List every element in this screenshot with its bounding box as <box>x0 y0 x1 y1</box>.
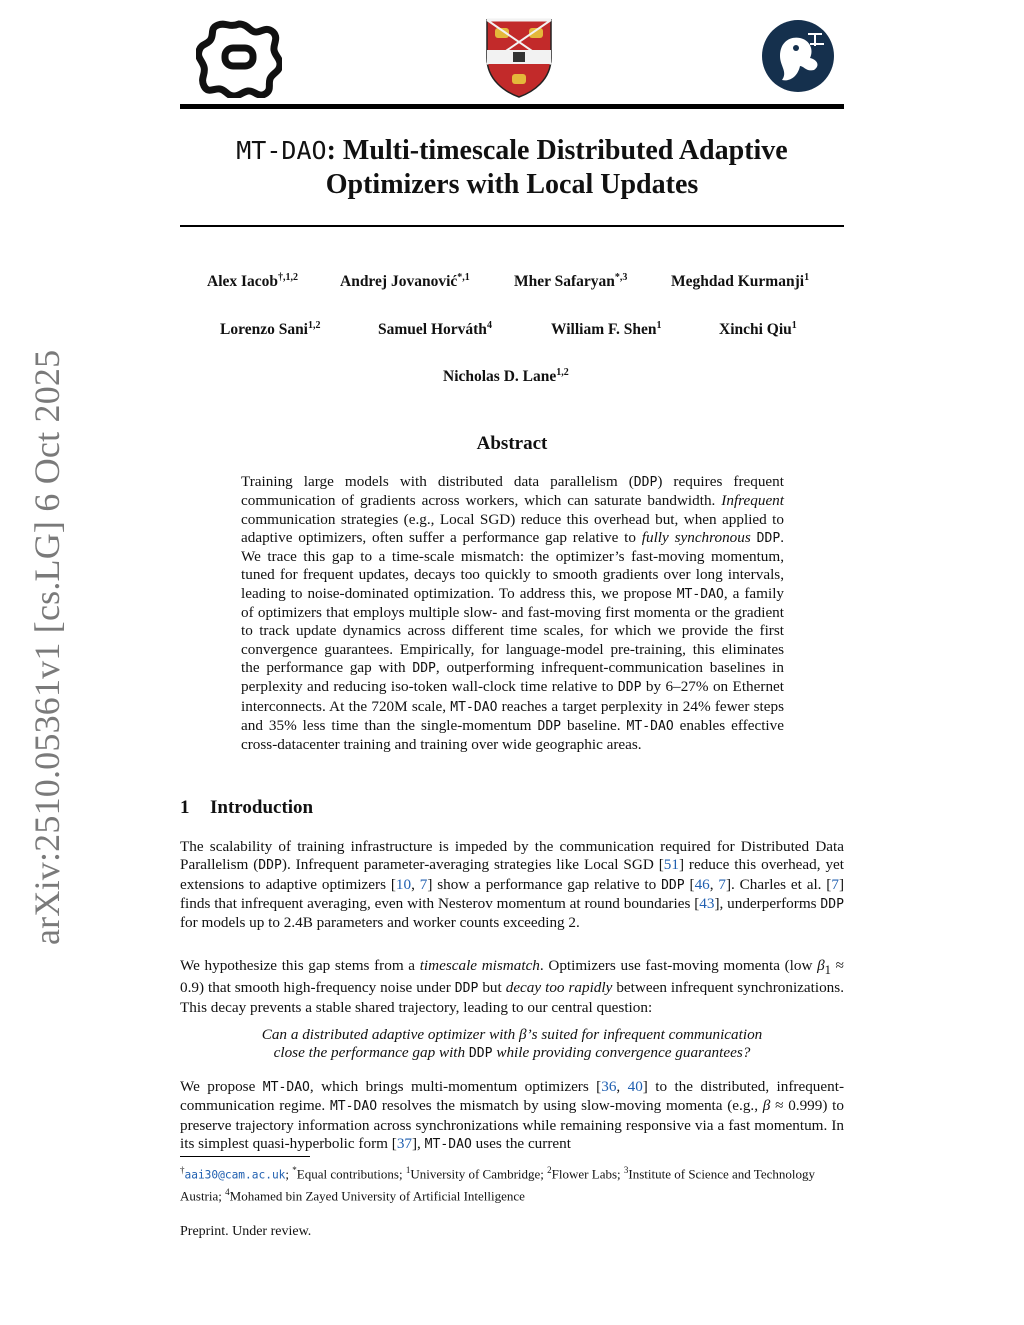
arxiv-side-label: arXiv:2510.05361v1 [cs.LG] 6 Oct 2025 <box>27 349 67 945</box>
author: Xinchi Qiu$^1$ <box>719 320 797 339</box>
abstract-body: Training large models with distributed data parallelism (DDP) requires frequent communication of gradients across workers, which can saturate bandwidth. Infrequent communication strategies (e.g., Local SGD) reduce this overhead but, when applied to adaptive optimizers, often suffer a performance gap relative to fully synchronous DDP. We trace this gap to a time-scale mismatch: the optimizer’s fast-moving momentum, tuned for frequent updates, decays too quickly to smooth gradients over long intervals, leading to noise-dominated optimization. To address this, we propose MT-DAO, a family of optimizers that employs multiple slow- and fast-moving first momenta or the gradient to track update dynamics across different time scales, for which we provide the first convergence guarantees. Empirically, for language-model pre-training, this eliminates the performance gap with DDP, outperforming infrequent-communication baselines in perplexity and reducing iso-token wall-clock time relative to DDP by 6–27% on Ethernet interconnects. At the 720M scale, MT-DAO reaches a target perplexity in 24% fewer steps and 35% less time than the single-momentum DDP baseline. MT-DAO enables effective cross-datacenter training and training over wide geographic areas. <box>241 473 785 754</box>
top-rule <box>180 104 844 109</box>
paper-title <box>180 134 844 202</box>
section-heading: 1 Introduction <box>180 797 314 818</box>
author: Samuel Horváth$^4$ <box>378 320 492 339</box>
author: Nicholas D. Lane$^{1,2}$ <box>443 367 569 386</box>
author: William F. Shen$^1$ <box>551 320 662 339</box>
author: Alex Iacob$^{\dagger,1,2}$ <box>207 272 299 291</box>
author: Mher Safaryan$^{*,3}$ <box>514 272 628 291</box>
title-code: MT-DAO <box>236 136 327 165</box>
flower-logo <box>196 18 282 98</box>
footnote: †aai30@cam.ac.uk; *Equal contributions; $^1$University of Cambridge; $^2$Flower Labs; $^3$Institute of Science and Technology Austria; $^4$Mohamed bin Zayed University of Artificial Intelligence <box>180 1165 815 1204</box>
intro-paragraph-2: We hypothesize this gap stems from a timescale mismatch. Optimizers use fast-moving momenta (low $\beta_1 \approx 0.9$) that smooth high-frequency noise under DDP but decay too rapidly between infrequent synchronizations. This decay prevents a stable shared trajectory, leading to our central question: <box>180 957 844 1016</box>
title-bottom-rule <box>180 225 844 227</box>
author: Andrej Jovanović$^{*,1}$ <box>340 272 470 291</box>
intro-paragraph-3: We propose MT-DAO, which brings multi-momentum optimizers [36, 40] to the distributed, infrequent-communication regime. MT-DAO resolves the mismatch by using slow-moving momenta (e.g., β ≈ 0.999) to preserve trajectory information across synchronizations while remaining responsive via a fast momentum. In its simplest quasi-hyperbolic form [37], MT-DAO uses the current <box>180 1078 845 1152</box>
footnote-rule <box>180 1156 310 1157</box>
email-link[interactable]: aai30@cam.ac.uk <box>184 1168 286 1182</box>
author: Lorenzo Sani$^{1,2}$ <box>220 320 321 339</box>
central-question: Can a distributed adaptive optimizer with β’s suited for infrequent communication close the performance gap with DDP while providing convergence guarantees? <box>261 1026 763 1062</box>
intro-paragraph-1: The scalability of training infrastructure is impeded by the communication required for Distributed Data Parallelism (DDP). Infrequent parameter-averaging strategies like Local SGD [51] reduce this overhead, yet extensions to adaptive optimizers [10, 7] show a performance gap relative to DDP [46, 7]. Charles et al. [7] finds that infrequent averaging, even with Nesterov momentum at round boundaries [43], underperforms DDP for models up to 2.4B parameters and worker counts exceeding 2. <box>180 838 845 932</box>
preprint-notice: Preprint. Under review. <box>180 1224 312 1239</box>
dodo-logo <box>760 16 836 96</box>
cambridge-crest <box>485 18 553 98</box>
title-line2: Optimizers with Local Updates <box>325 169 699 200</box>
abstract-heading: Abstract <box>476 433 548 454</box>
title-line1: : Multi-timescale Distributed Adaptive <box>326 135 788 166</box>
author: Meghdad Kurmanji$^1$ <box>671 272 810 291</box>
